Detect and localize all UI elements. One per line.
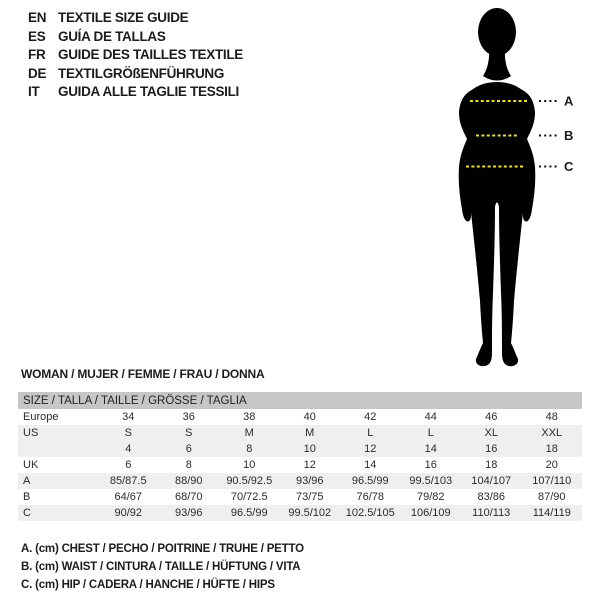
size-cell: 6 [125,459,132,471]
size-cell: 99.5/103 [401,473,462,489]
size-cell: 6 [159,441,220,457]
size-cell: 10 [243,459,256,471]
marker-label-a: A [564,93,574,109]
size-cell: 38 [243,411,256,423]
table-row-chest [18,473,582,489]
legend-item-waist: B. (cm) WAIST / CINTURA / TAILLE / HÜFTUNG / VITA [21,561,301,573]
size-cell: 88/90 [159,473,220,489]
marker-label-b: B [564,128,574,143]
size-cell: 18 [522,441,583,457]
size-cell: S [98,425,159,441]
woman-silhouette-icon [430,5,600,375]
language-title: GUIDE DES TAILLES TEXTILE [58,47,244,62]
size-cell: 87/90 [538,491,566,503]
language-code: EN [28,10,47,25]
size-cell: 68/70 [174,491,203,503]
size-cell: 90.5/92.5 [219,473,280,489]
language-title: GUÍA DE TALLAS [58,28,166,44]
row-label: US [18,425,98,441]
row-label: UK [23,459,39,471]
size-cell: 104/107 [461,473,522,489]
language-title: GUIDA ALLE TAGLIE TESSILI [58,84,239,99]
size-cell: 107/110 [522,473,583,489]
legend-item-hip: C. (cm) HIP / CADERA / HANCHE / HÜFTE / HIPS [21,579,275,591]
size-cell: 102.5/105 [340,505,401,521]
table-header-label: SIZE / TALLA / TAILLE / GRÖSSE / TAGLIA [18,392,582,409]
size-cell: L [401,425,462,441]
language-title: TEXTILE SIZE GUIDE [58,10,189,25]
measurement-legend [21,540,304,594]
size-cell: 93/96 [159,505,220,521]
language-row-it [28,83,243,102]
size-cell: 14 [364,459,377,471]
size-cell: 114/119 [522,505,583,521]
size-cell: 110/113 [461,505,522,521]
size-cell: 4 [98,441,159,457]
measurement-figure [430,5,600,375]
section-title: WOMAN / MUJER / FEMME / FRAU / DONNA [21,367,265,381]
size-cell: 79/82 [416,491,445,503]
size-cell: 48 [545,411,558,423]
language-row-de [28,65,243,84]
size-cell: 8 [219,441,280,457]
size-cell: 83/86 [477,491,506,503]
marker-label-c: C [564,159,574,174]
language-code: FR [28,47,46,62]
size-cell: 85/87.5 [98,473,159,489]
size-cell: 16 [424,459,437,471]
row-label: A [18,473,98,489]
size-table [18,392,582,521]
size-cell: 10 [280,441,341,457]
size-cell: 106/109 [401,505,462,521]
language-row-en [28,9,243,28]
row-label: Europe [23,411,59,423]
table-row-europe [18,409,582,425]
size-cell: 36 [182,411,195,423]
size-cell: 99.5/102 [280,505,341,521]
size-cell: 8 [185,459,192,471]
size-cell: 70/72.5 [230,491,268,503]
language-list [28,9,243,102]
size-cell: 76/78 [356,491,385,503]
language-code: ES [28,28,46,44]
size-cell: XL [461,425,522,441]
size-cell: 16 [461,441,522,457]
legend-item-chest: A. (cm) CHEST / PECHO / POITRINE / TRUHE / PETTO [21,543,304,555]
row-label [18,441,98,457]
row-label: B [23,491,31,503]
size-cell: 90/92 [98,505,159,521]
size-cell: M [219,425,280,441]
language-row-fr [28,46,243,65]
size-cell: 40 [303,411,316,423]
size-cell: 20 [545,459,558,471]
size-cell: 12 [303,459,316,471]
size-cell: 34 [122,411,135,423]
size-cell: 42 [364,411,377,423]
size-cell: 12 [340,441,401,457]
table-row-us-numeric [18,441,582,457]
row-label: C [18,505,98,521]
size-cell: XXL [522,425,583,441]
size-cell: 96.5/99 [219,505,280,521]
size-cell: 18 [485,459,498,471]
language-title: TEXTILGRÖßENFÜHRUNG [58,65,225,81]
size-cell: L [340,425,401,441]
language-code: DE [28,65,47,81]
size-cell: M [280,425,341,441]
table-header-row [18,392,582,409]
size-cell: 96.5/99 [340,473,401,489]
size-cell: 93/96 [280,473,341,489]
language-code: IT [28,84,40,99]
table-row-hip [18,505,582,521]
table-row-uk [18,457,582,473]
language-row-es [28,28,243,47]
size-cell: 73/75 [295,491,324,503]
table-row-us-letter [18,425,582,441]
table-row-waist [18,489,582,505]
size-cell: 14 [401,441,462,457]
size-cell: 64/67 [114,491,143,503]
size-cell: 44 [424,411,437,423]
size-cell: S [159,425,220,441]
size-cell: 46 [485,411,498,423]
